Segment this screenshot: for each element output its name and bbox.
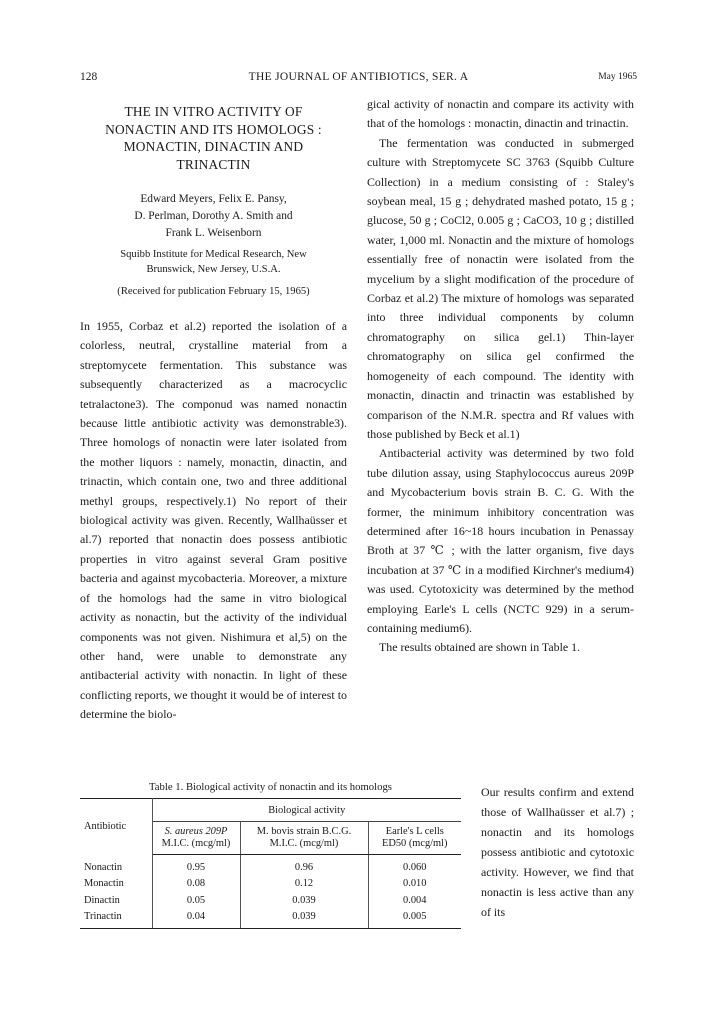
table-row (80, 855, 461, 876)
fermentation-text: The fermentation was conducted in submerged culture with Streptomycete SC 3763 (Squibb Culture Collection) in a medium consisting of : Staley's soybean meal, 15 g ; dehydrated mashed potato, 15 g ; glucose, 50 g ; CoCl2, 0.005 g ; CaCO3, 10 g ; distilled water, 1,000 ml. Nonactin and the mixture of homologs essentially free of nonactin were isolated from the mycelium by a slight modification of the procedure of Corbaz et al.2) The mixture of homologs was separated into three individual components by column chromatography on silica gel.1) Thin-layer chromatography on silica gel confirmed the homogeneity of each compound. The identity with monactin, dinactin and trinactin was established by comparison of the N.M.R. spectra and Rf values with those published by Beck et al.1) (367, 135, 634, 441)
side-column (481, 782, 634, 922)
cell-name: Nonactin (80, 855, 152, 876)
col-header-earle-l2: ED50 (mcg/ml) (381, 838, 448, 849)
running-header (80, 71, 637, 87)
fermentation-paragraph (367, 134, 634, 445)
intro-paragraph: In 1955, Corbaz et al.2) reported the isolation of a colorless, neutral, crystalline material from a streptomycete fermentation. This substance was subsequently characterized as a macrocyclic tetralactone3). The componud was named nonactin because little antibiotic activity was demonstrable3). Three homologs of nonactin were later isolated from the mother liquors : namely, monactin, dinactin, and trinactin, which contain one, two and three additional methyl groups, respectively.1) No report of their biological activity was given. Recently, Wallhaüsser et al.7) reported that nonactin does possess antibiotic properties in vitro against several Gram positive bacteria and against mycobacteria. Moreover, a mixture of the homologs had the same in vitro biological activity as nonactin, but the activity of the individual components was not given. Nishimura et al,5) on the other hand, were unable to demonstrate any antibacterial activity with nonactin. In light of these conflicting reports, we thought it would be of interest to determine the biolo- (80, 319, 347, 722)
row-header-antibiotic: Antibiotic (80, 799, 152, 855)
results-text: The results obtained are shown in Table 1. (379, 640, 581, 655)
received-date: (Received for publication February 15, 1965) (117, 286, 310, 297)
results-paragraph (367, 638, 634, 657)
cell-aureus: 0.05 (152, 892, 240, 909)
affiliation-line-1: Squibb Institute for Medical Research, New (120, 249, 307, 260)
group-header: Biological activity (152, 799, 461, 822)
cell-aureus: 0.95 (152, 855, 240, 876)
cell-name: Monactin (80, 876, 152, 893)
issue-date: May 1965 (598, 72, 637, 82)
cell-bovis: 0.96 (240, 855, 368, 876)
cell-bovis: 0.12 (240, 876, 368, 893)
cell-earle: 0.010 (403, 878, 427, 890)
cell-earle: 0.060 (403, 861, 427, 873)
cell-aureus: 0.08 (152, 876, 240, 893)
col-header-aureus (152, 822, 240, 855)
cell-name: Trinactin (80, 909, 152, 929)
authors-line-3: Frank L. Weisenborn (165, 227, 262, 239)
left-column (80, 103, 347, 725)
title-line-2: NONACTIN AND ITS HOMOLOGS : (105, 121, 322, 137)
table-row (80, 876, 461, 893)
cell-aureus: 0.04 (152, 909, 240, 929)
assay-text: Antibacterial activity was determined by two fold tube dilution assay, using Staphylococcus aureus 209P and Mycobacterium bovis strain B. C. G. With the former, the minimum inhibitory concentration was determined after 16~18 hours incubation in Penassay Broth at 37 ℃ ; with the latter organism, five days incubation at 37 ℃ in a modified Kirchner's medium4) was used. Cytotoxicity was determined by the method employing Earle's L cells (NCTC 929) in a serum-containing medium6). (367, 446, 634, 635)
paragraph-continuation: gical activity of nonactin and compare its activity with that of the homologs : monactin, dinactin and trinactin. (367, 97, 634, 131)
affiliation-line-2: Brunswick, New Jersey, U.S.A. (146, 264, 281, 275)
table-caption: Table 1. Biological activity of nonactin and its homologs (149, 781, 392, 793)
col-header-aureus-l2: M.I.C. (mcg/ml) (161, 838, 231, 849)
col-header-earle (368, 822, 461, 855)
page-number: 128 (80, 71, 98, 83)
table-1 (80, 781, 461, 929)
discussion-paragraph: Our results confirm and extend those of Wallhaüsser et al.7) ; nonactin and its homologs possess antibiotic and cytotoxic activity. However, we find that nonactin is less active than any of its (481, 785, 634, 919)
col-header-aureus-l1: S. aureus 209P (164, 826, 228, 837)
table-row (80, 892, 461, 909)
title-line-1: THE IN VITRO ACTIVITY OF (124, 104, 303, 119)
authors-line-1: Edward Meyers, Felix E. Pansy, (140, 193, 287, 205)
affiliation (80, 247, 347, 277)
cell-bovis: 0.039 (240, 909, 368, 929)
title-line-4: TRINACTIN (176, 156, 251, 172)
title-line-3: MONACTIN, DINACTIN AND (123, 139, 304, 154)
cell-earle: 0.005 (368, 909, 461, 929)
authors-line-2: D. Perlman, Dorothy A. Smith and (134, 210, 293, 222)
col-header-earle-l1: Earle's L cells (385, 826, 444, 837)
activity-table (80, 798, 461, 929)
journal-title: THE JOURNAL OF ANTIBIOTICS, SER. A (248, 71, 469, 83)
col-header-bovis-l2: M.I.C. (mcg/ml) (269, 838, 339, 849)
cell-name: Dinactin (80, 892, 152, 909)
cell-bovis: 0.039 (240, 892, 368, 909)
cell-earle: 0.004 (403, 894, 427, 906)
article-title (80, 103, 347, 173)
col-header-bovis-l1: M. bovis strain B.C.G. (256, 826, 352, 837)
table-row (80, 909, 461, 929)
author-list (80, 191, 347, 242)
col-header-bovis (240, 822, 368, 855)
right-column (367, 95, 634, 658)
assay-paragraph (367, 444, 634, 638)
